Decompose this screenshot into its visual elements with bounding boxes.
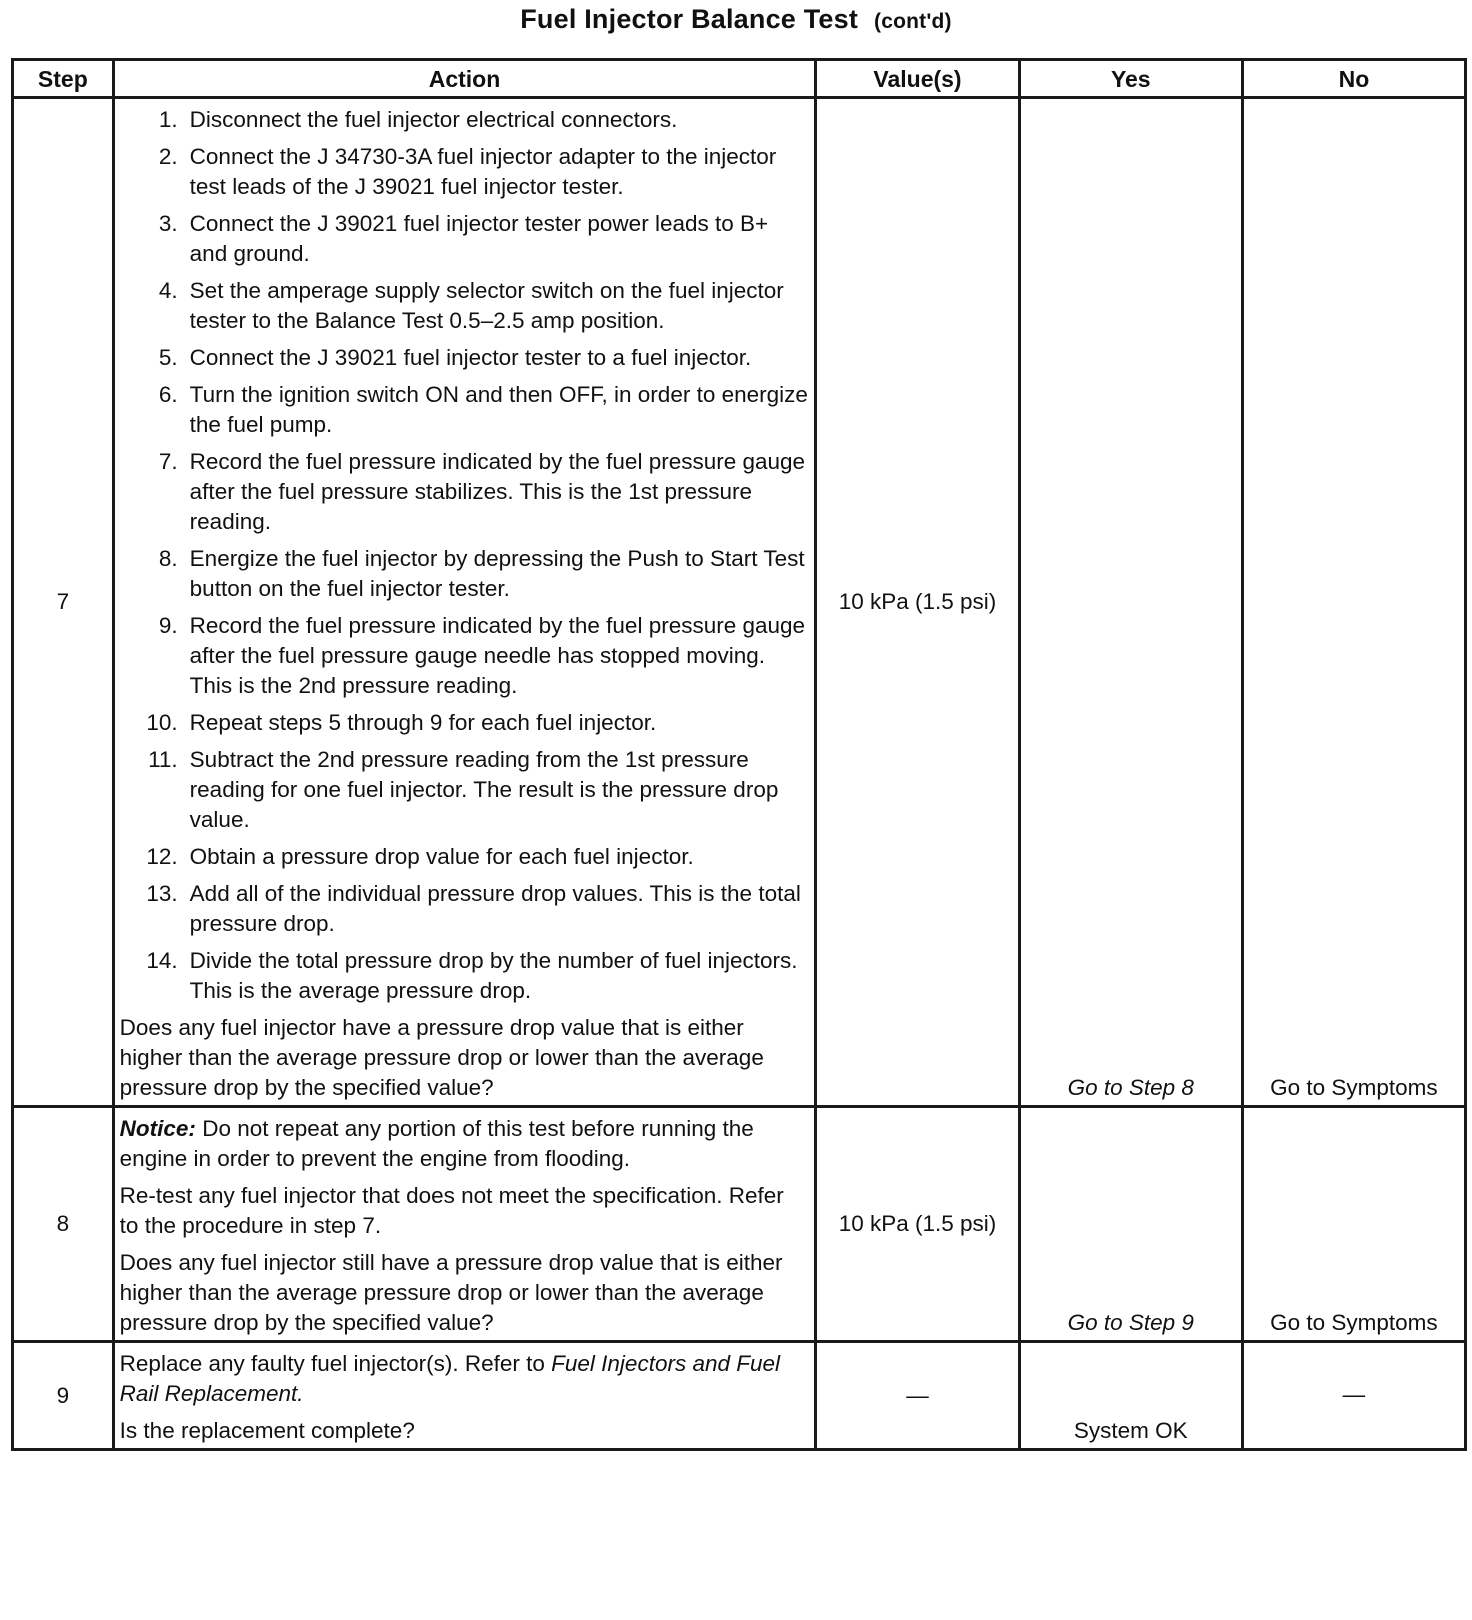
list-item	[120, 946, 809, 1006]
header-yes: Yes	[1019, 60, 1242, 98]
no-cell	[1242, 1342, 1465, 1450]
yes-cell	[1019, 1107, 1242, 1342]
spec-value: 10 kPa (1.5 psi)	[816, 98, 1019, 1107]
no-cell	[1242, 98, 1465, 1107]
header-no: No	[1242, 60, 1465, 98]
item-text: Divide the total pressure drop by the number of fuel injectors. This is the average pressure drop.	[189, 948, 798, 1003]
item-number: 8.	[158, 546, 178, 571]
step-question: Does any fuel injector still have a pressure drop value that is either higher than the average pressure drop or lower than the average pressure drop by the specified value?	[119, 1250, 783, 1335]
title-text: Fuel Injector Balance Test	[520, 4, 859, 34]
instruction-text: Replace any faulty fuel injector(s). Refer to	[119, 1351, 545, 1376]
item-text: Connect the J 34730-3A fuel injector adapter to the injector test leads of the J 39021 fuel injector tester.	[189, 144, 777, 199]
yes-cell	[1019, 98, 1242, 1107]
list-item	[120, 611, 809, 701]
yes-action: Go to Step 9	[1067, 1310, 1194, 1335]
item-text: Subtract the 2nd pressure reading from the 1st pressure reading for one fuel injector. The result is the pressure drop value.	[189, 747, 779, 832]
step-number: 8	[13, 1107, 114, 1342]
item-text: Record the fuel pressure indicated by the fuel pressure gauge after the fuel pressure gauge needle has stopped moving. This is the 2nd pressure reading.	[189, 613, 806, 698]
item-number: 2.	[158, 144, 178, 169]
header-values: Value(s)	[816, 60, 1019, 98]
list-item	[120, 745, 809, 835]
item-number: 4.	[158, 278, 178, 303]
item-number: 3.	[158, 211, 178, 236]
diagnostic-table	[11, 58, 1467, 1451]
action-cell	[113, 1107, 816, 1342]
table-row	[13, 1342, 1466, 1450]
spec-value: 10 kPa (1.5 psi)	[816, 1107, 1019, 1342]
action-cell	[113, 98, 816, 1107]
action-cell	[113, 1342, 816, 1450]
item-text: Set the amperage supply selector switch on the fuel injector tester to the Balance Test 0.5–2.5 amp position.	[189, 278, 784, 333]
header-action: Action	[113, 60, 816, 98]
no-cell	[1242, 1107, 1465, 1342]
list-item	[120, 276, 809, 336]
item-text: Connect the J 39021 fuel injector tester power leads to B+ and ground.	[189, 211, 769, 266]
no-action: Go to Symptoms	[1270, 1310, 1438, 1335]
no-action: Go to Symptoms	[1270, 1075, 1438, 1100]
item-number: 6.	[158, 382, 178, 407]
header-step: Step	[13, 60, 114, 98]
page-title	[0, 4, 1472, 35]
item-number: 14.	[146, 948, 178, 973]
list-item	[120, 544, 809, 604]
list-item	[120, 105, 809, 135]
item-text: Turn the ignition switch ON and then OFF, in order to energize the fuel pump.	[189, 382, 808, 437]
step-number: 9	[13, 1342, 114, 1450]
item-number: 12.	[146, 844, 178, 869]
item-number: 11.	[148, 747, 178, 772]
item-number: 9.	[158, 613, 178, 638]
list-item	[120, 842, 809, 872]
notice-paragraph	[120, 1114, 809, 1174]
list-item	[120, 209, 809, 269]
list-item	[120, 447, 809, 537]
item-text: Disconnect the fuel injector electrical connectors.	[189, 107, 678, 132]
yes-action: Go to Step 8	[1067, 1075, 1194, 1100]
table-row	[13, 98, 1466, 1107]
list-item	[120, 879, 809, 939]
title-suffix: (cont'd)	[874, 10, 952, 33]
table-header-row	[13, 60, 1466, 98]
step-number: 7	[13, 98, 114, 1107]
list-item	[120, 142, 809, 202]
item-text: Energize the fuel injector by depressing the Push to Start Test button on the fuel injector tester.	[189, 546, 805, 601]
item-number: 7.	[158, 449, 178, 474]
spec-value: —	[816, 1342, 1019, 1450]
notice-label: Notice:	[119, 1116, 196, 1141]
item-text: Obtain a pressure drop value for each fuel injector.	[189, 844, 694, 869]
procedure-list	[120, 105, 809, 1006]
step-instruction: Re-test any fuel injector that does not meet the specification. Refer to the procedure in step 7.	[119, 1183, 784, 1238]
notice-text: Do not repeat any portion of this test before running the engine in order to prevent the engine from flooding.	[119, 1116, 754, 1171]
item-text: Repeat steps 5 through 9 for each fuel injector.	[189, 710, 657, 735]
item-text: Record the fuel pressure indicated by the fuel pressure gauge after the fuel pressure stabilizes. This is the 1st pressure reading.	[189, 449, 806, 534]
yes-action: System OK	[1073, 1418, 1188, 1443]
table-row	[13, 1107, 1466, 1342]
item-number: 1.	[158, 107, 178, 132]
item-text: Connect the J 39021 fuel injector tester to a fuel injector.	[189, 345, 752, 370]
item-number: 10.	[146, 710, 178, 735]
step-question: Does any fuel injector have a pressure drop value that is either higher than the average pressure drop or lower than the average pressure drop by the specified value?	[119, 1015, 764, 1100]
list-item	[120, 380, 809, 440]
step-instruction	[120, 1349, 809, 1409]
yes-cell	[1019, 1342, 1242, 1450]
item-text: Add all of the individual pressure drop values. This is the total pressure drop.	[189, 881, 801, 936]
procedure-reference: Fuel Injectors and Fuel Rail Replacement.	[119, 1351, 781, 1406]
no-action: —	[1342, 1382, 1366, 1407]
step-question: Is the replacement complete?	[119, 1418, 415, 1443]
list-item	[120, 343, 809, 373]
item-number: 13.	[146, 881, 178, 906]
item-number: 5.	[158, 345, 178, 370]
list-item	[120, 708, 809, 738]
